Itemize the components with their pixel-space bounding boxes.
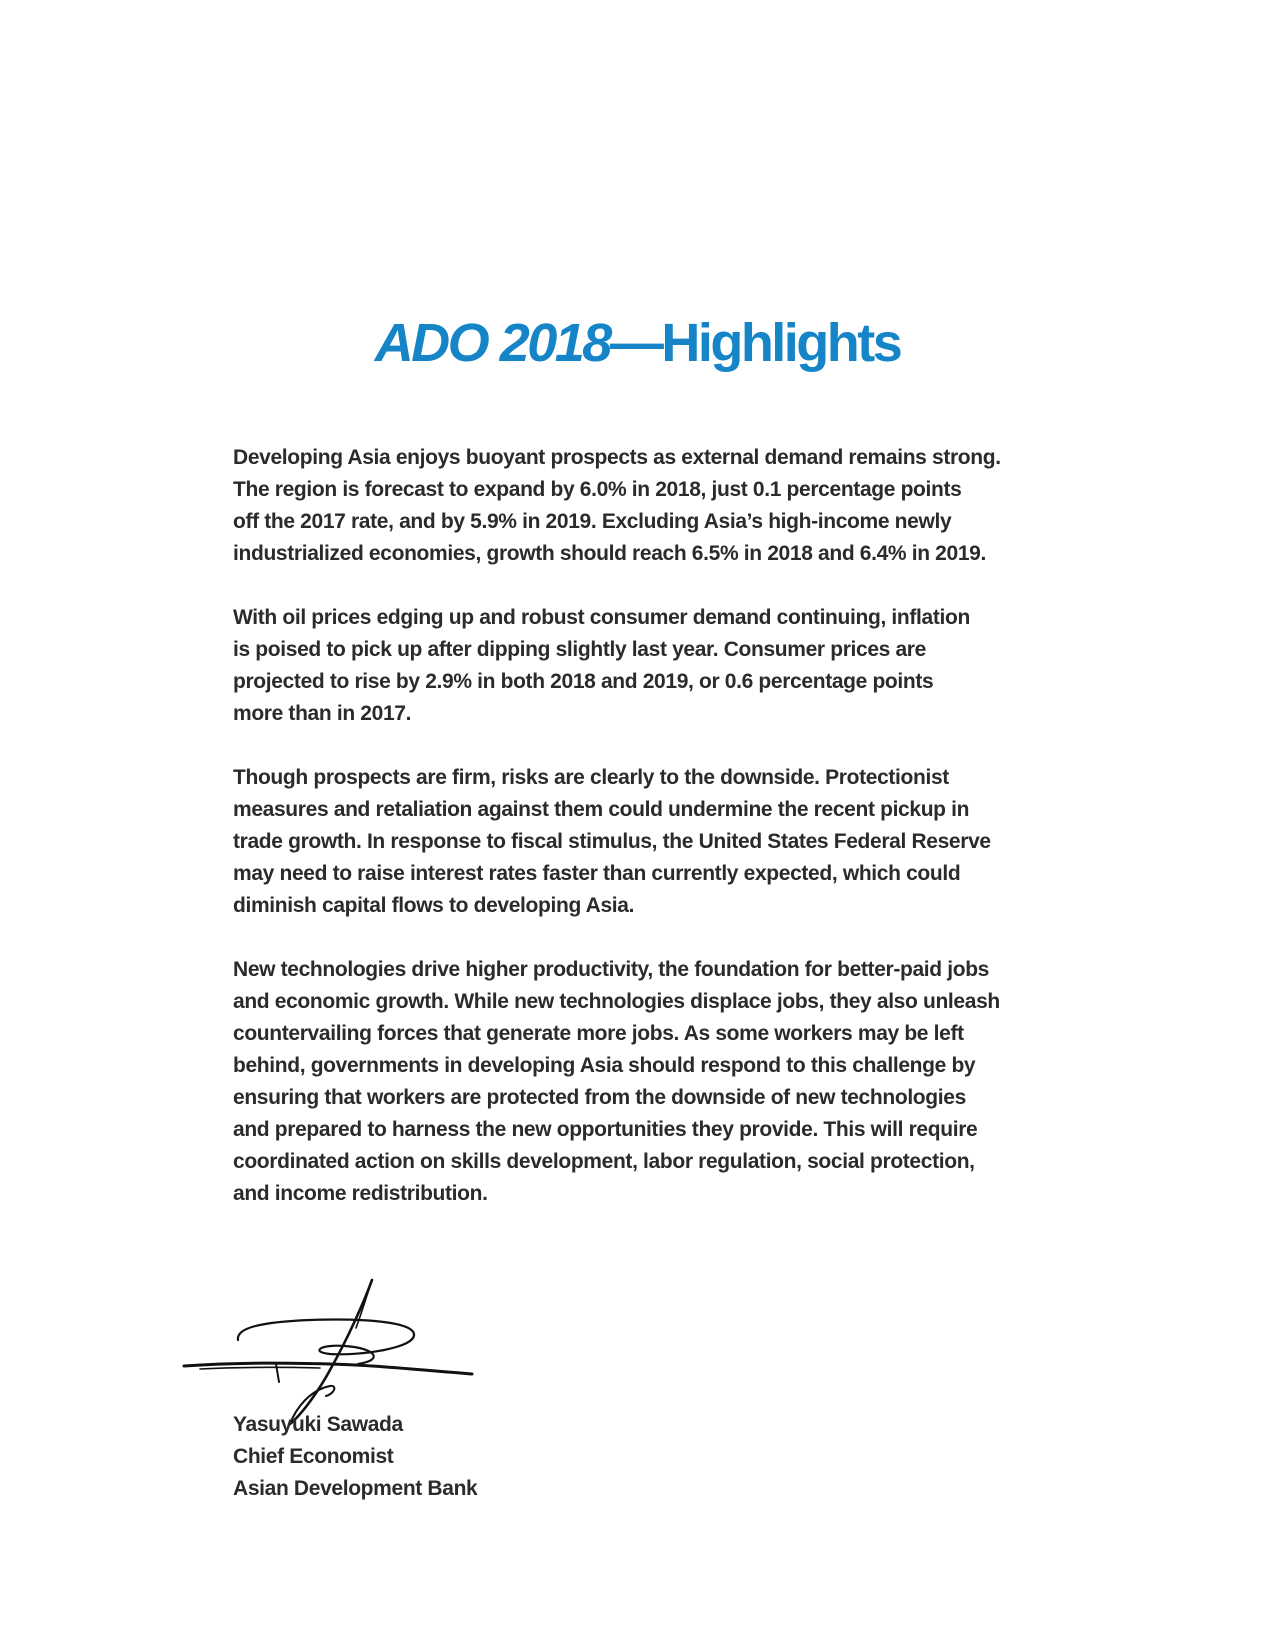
- signature-block: [233, 1409, 477, 1505]
- paragraph-line: and economic growth. While new technologies displace jobs, they also unleash: [233, 990, 1000, 1013]
- paragraph-line: ensuring that workers are protected from the downside of new technologies: [233, 1086, 966, 1109]
- paragraph-line: is poised to pick up after dipping slightly last year. Consumer prices are: [233, 638, 926, 661]
- paragraph-technologies: [233, 954, 1063, 1210]
- paragraph-risks: [233, 762, 1063, 922]
- title-rest: —Highlights: [609, 313, 901, 374]
- paragraph-line: Developing Asia enjoys buoyant prospects as external demand remains strong.: [233, 446, 1001, 469]
- handwritten-signature: [180, 1268, 480, 1428]
- paragraph-line: trade growth. In response to fiscal stimulus, the United States Federal Reserve: [233, 830, 991, 853]
- body-text: [233, 442, 1063, 1242]
- paragraph-line: measures and retaliation against them could undermine the recent pickup in: [233, 798, 970, 821]
- paragraph-growth: [233, 442, 1063, 570]
- paragraph-line: countervailing forces that generate more jobs. As some workers may be left: [233, 1022, 964, 1045]
- signatory-name: Yasuyuki Sawada: [233, 1413, 403, 1436]
- title-italic-part: ADO 2018: [374, 313, 610, 374]
- paragraph-line: coordinated action on skills development, labor regulation, social protection,: [233, 1150, 975, 1173]
- paragraph-line: behind, governments in developing Asia should respond to this challenge by: [233, 1054, 976, 1077]
- page-title: [0, 308, 1275, 378]
- paragraph-line: projected to rise by 2.9% in both 2018 and 2019, or 0.6 percentage points: [233, 670, 934, 693]
- paragraph-line: off the 2017 rate, and by 5.9% in 2019. Excluding Asia’s high-income newly: [233, 510, 952, 533]
- paragraph-line: New technologies drive higher productivity, the foundation for better-paid jobs: [233, 958, 990, 981]
- paragraph-line: industrialized economies, growth should reach 6.5% in 2018 and 6.4% in 2019.: [233, 542, 986, 565]
- paragraph-line: diminish capital flows to developing Asia.: [233, 894, 635, 917]
- paragraph-line: more than in 2017.: [233, 702, 412, 725]
- paragraph-line: may need to raise interest rates faster than currently expected, which could: [233, 862, 961, 885]
- paragraph-line: The region is forecast to expand by 6.0% in 2018, just 0.1 percentage points: [233, 478, 962, 501]
- paragraph-line: and prepared to harness the new opportunities they provide. This will require: [233, 1118, 978, 1141]
- paragraph-line: Though prospects are firm, risks are clearly to the downside. Protectionist: [233, 766, 949, 789]
- paragraph-line: and income redistribution.: [233, 1182, 488, 1205]
- paragraph-line: With oil prices edging up and robust consumer demand continuing, inflation: [233, 606, 970, 629]
- signatory-organization: Asian Development Bank: [233, 1477, 478, 1500]
- paragraph-inflation: [233, 602, 1063, 730]
- signatory-position: Chief Economist: [233, 1445, 394, 1468]
